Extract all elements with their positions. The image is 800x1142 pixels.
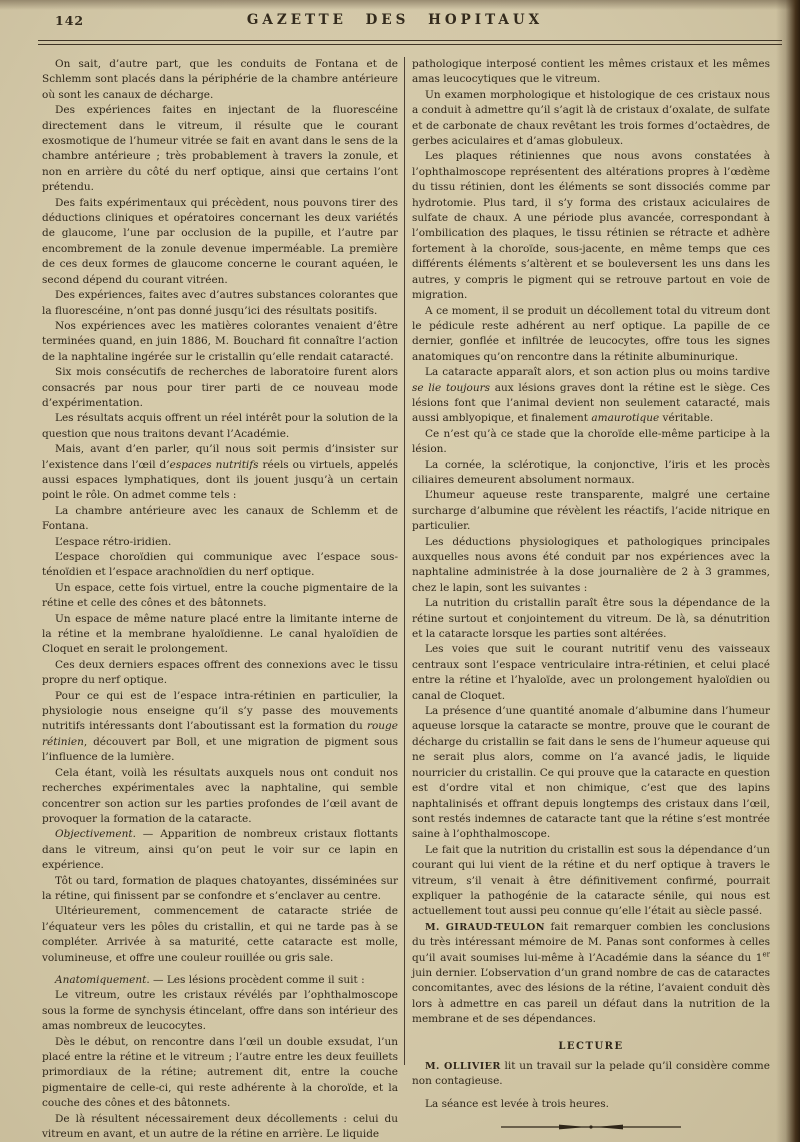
paragraph	[42, 196, 398, 288]
column-divider-rule	[404, 57, 405, 1065]
text-run: La chambre antérieure avec les canaux de Schlemm et de Fontana.	[42, 504, 398, 533]
end-ornament	[501, 1122, 681, 1132]
text-run: juin dernier. L’observation d’un grand nombre de cas de cataractes concomitantes, avec des lésions de la rétine, l’avaient conduit dès lors à admettre en cas pareil un défaut dans la nutrition de la membrane et de ses dépendances.	[412, 966, 770, 1026]
text-run: Le fait que la nutrition du cristallin est sous la dépendance d’un courant qui lui vient de la rétine et du nerf optique à travers le vitreum, s’il venait à être définitivement confirmé, pourrait expliquer la pathogénie de la cataracte sénile, qui nous est actuellement tout aussi peu connue qu’elle l’était au siècle passé.	[412, 843, 770, 918]
page-number: 142	[55, 13, 85, 28]
paragraph	[42, 658, 398, 689]
text-run: Les résultats acquis offrent un réel intérêt pour la solution de la question que nous traitons devant l’Académie.	[42, 412, 398, 440]
text-run: Les voies que suit le courant nutritif venu des vaisseaux centraux sont l’espace ventriculaire intra-rétinien, et celui placé entre la rétine et l’hyaloïde, avec un prolongement hyaloïdien ou canal de Cloquet.	[412, 643, 770, 702]
text-run: Dès le début, on rencontre dans l’œil un double exsudat, l’un placé entre la rétine et le vitreum ; l’autre entre les deux feuillets primordiaux de la rétine; autrement dit, entre la couche pigmentaire de celle-ci, qui reste adhérente à la choroïde, et la couche des cônes et des bâtonnets.	[42, 1035, 398, 1110]
paragraph	[42, 535, 398, 550]
paragraph	[42, 550, 398, 581]
paragraph	[412, 642, 770, 704]
paragraph	[42, 874, 398, 905]
paragraph	[42, 581, 398, 612]
text-run: Un examen morphologique et histologique de ces cristaux nous a conduit à admettre qu’il s’agit là de cristaux d’oxalate, de sulfate et de carbonate de chaux revêtant les trois formes d’octaèdres, de gerbes aciculaires et d’amas globuleux.	[412, 88, 770, 148]
paragraph	[412, 427, 770, 458]
paragraph	[412, 149, 770, 303]
scan-top-shadow	[0, 0, 800, 10]
column-right	[412, 57, 770, 1132]
text-run: lit un travail sur la pelade qu’il considère comme non contagieuse.	[412, 1060, 770, 1088]
paragraph	[412, 535, 770, 597]
text-run: Des faits expérimentaux qui précèdent, nous pouvons tirer des déductions cliniques et opératoires concernant les deux variétés de glaucome, l’une par occlusion de la pupille, et l’autre par encombrement de la zonule devenue imperméable. La première de ces deux formes de glaucome concerne le courant aquéen, le second dépend du courant vitréen.	[42, 196, 398, 286]
text-run: Des expériences, faites avec d’autres substances colorantes que la fluorescéine, n’ont pas donné jusqu’ici des résultats positifs.	[42, 289, 398, 317]
paragraph	[42, 1035, 398, 1112]
text-run: Cela étant, voilà les résultats auxquels nous ont conduit nos recherches expérimentales avec la naphtaline, qui semble concentrer son action sur les parties profondes de l’œil avant de provoquer la formation de la cataracte.	[42, 766, 398, 825]
text-run: amaurotique	[591, 412, 660, 425]
text-run: La séance est levée à trois heures.	[425, 1097, 609, 1110]
section-heading	[412, 1039, 770, 1054]
text-run: Tôt ou tard, formation de plaques chatoyantes, disséminées sur la rétine, qui finissent par se confondre et s’enclaver au centre.	[42, 874, 398, 902]
text-run: L’humeur aqueuse reste transparente, malgré une certaine surcharge d’albumine que révèlent les réactifs, l’acide nitrique en particulier.	[412, 489, 770, 533]
text-run: La cataracte apparaît alors, et son action plus ou moins tardive	[425, 366, 770, 379]
paragraph	[42, 988, 398, 1034]
paragraph	[42, 1112, 398, 1142]
paragraph	[42, 103, 398, 195]
text-run: se lie toujours	[412, 381, 490, 394]
text-run: Objectivement	[55, 828, 133, 841]
text-run: Pour ce qui est de l’espace intra-rétinien en particulier, la physiologie nous enseigne qu’il s’y passe des mouvements nutritifs intéressants dont l’aboutissant est la formation du	[42, 689, 398, 733]
paragraph	[412, 365, 770, 427]
text-run: . — Apparition de nombreux cristaux flottants dans le vitreum, ainsi qu’on peut le voir sur ce lapin en expérience.	[42, 828, 398, 872]
text-run: fait remarquer combien les conclusions du très intéressant mémoire de M. Panas sont conformes à celles qu’il avait soumises lui-même à l’Académie dans la séance du 1	[412, 920, 770, 964]
paragraph	[42, 365, 398, 411]
paragraph	[412, 704, 770, 843]
paragraph	[412, 57, 770, 88]
text-run: La présence d’une quantité anomale d’albumine dans l’humeur aqueuse lorsque la cataracte se montre, prouve que le courant de décharge du cristallin se fait dans le sens de l’humeur aqueuse qui ne serait plus alors, comme on l’a avancé jadis, le liquide nourricier du cristallin. Ce qui prouve que la cataracte en question est d’ordre vital et non chimique, c’est que des lapins naphtalinisés et offrant depuis longtemps des cristaux dans l’œil, sont restés indemnes de cataracte tant que la rétine s’est montrée saine à l’ophthalmoscope.	[412, 705, 770, 841]
paragraph	[42, 827, 398, 873]
text-run: er	[762, 950, 770, 959]
text-run: Ces deux derniers espaces offrent des connexions avec le tissu propre du nerf optique.	[42, 658, 398, 687]
text-run: Les déductions physiologiques et pathologiques principales auxquelles nous avons été conduit par nos expériences avec la naphtaline administrée à la dose journalière de 2 à 3 grammes, chez le lapin, sont les suivantes :	[412, 535, 770, 594]
paragraph	[412, 458, 770, 489]
text-run: Ultérieurement, commencement de cataracte striée de l’équateur vers les pôles du cristallin, et qui ne tarde pas à se compléter. Arrivée à sa maturité, cette cataracte est molle, volumineuse, et offre une couleur rouillée ou gris sale.	[42, 905, 398, 964]
text-run: Des expériences faites en injectant de la fluorescéine directement dans le vitreum, il résulte que le courant exosmotique de l’humeur vitrée se fait en avant dans le sens de la chambre antérieure ; très probablement à travers la zonule, et non en arrière du côté du nerf optique, ainsi que certains l’ont prétendu.	[42, 104, 398, 194]
text-run: . — Les lésions procèdent comme il suit :	[146, 973, 365, 986]
text-run: aux lésions graves dont la rétine est le siège. Ces lésions font que l’animal devient non seulement cataracté, mais aussi amblyopique, et finalement	[412, 381, 770, 425]
paragraph	[412, 920, 770, 1028]
paragraph	[42, 319, 398, 365]
text-run: Mais, avant d’en parler, qu’il nous soit permis d’insister sur l’existence dans l’œil d’	[42, 443, 398, 471]
paragraph	[42, 411, 398, 442]
paragraph	[42, 612, 398, 658]
text-run: A ce moment, il se produit un décollement total du vitreum dont le pédicule reste adhérent au nerf optique. La papille de ce dernier, gonflée et infiltrée de leucocytes, offre tous les signes anatomiques qu’on rencontre dans la rétinite albuminurique.	[412, 304, 770, 363]
text-run: M. OLLIVIER	[425, 1061, 501, 1072]
text-run: M. GIRAUD-TEULON	[425, 921, 545, 933]
column-left	[42, 57, 398, 1142]
paragraph	[412, 1059, 770, 1090]
text-run: Six mois consécutifs de recherches de laboratoire furent alors consacrés par nous pour tirer parti de ce nouveau mode d’expérimentation.	[42, 366, 398, 409]
paragraph	[42, 288, 398, 319]
text-run: La cornée, la sclérotique, la conjonctive, l’iris et les procès ciliaires demeurent absolument normaux.	[412, 458, 770, 486]
text-run: Un espace, cette fois virtuel, entre la couche pigmentaire de la rétine et celle des cônes et des bâtonnets.	[42, 581, 398, 610]
text-run: Les plaques rétiniennes que nous avons constatées à l’ophthalmoscope représentent des altérations propres à l’œdème du tissu rétinien, dont les éléments se sont dissociés comme par hydrotomie. Plus tard, il s’y forma des cristaux aciculaires de sulfate de chaux. A une période plus avancée, correspondant à l’ombilication des plaques, le tissu rétinien se rétracte et adhère fortement à la choroïde, sous-jacente, en même temps que ces différents éléments s’altèrent et se bouleversent les uns dans les autres, y compris le pigment qui se retrouve partout en voie de migration.	[412, 150, 770, 302]
paragraph	[412, 1097, 770, 1112]
paragraph	[42, 57, 398, 103]
paragraph	[42, 904, 398, 966]
scan-right-book-edge	[776, 0, 800, 1142]
text-run: De là résultent nécessairement deux décollements : celui du vitreum en avant, et un autre de la rétine en arrière. Le liquide	[42, 1112, 398, 1141]
paragraph	[412, 596, 770, 642]
text-run: LECTURE	[558, 1040, 624, 1052]
paragraph	[42, 973, 398, 988]
text-run: Anatomiquement	[55, 973, 147, 986]
text-run: pathologique interposé contient les mêmes cristaux et les mêmes amas leucocytiques que le vitreum.	[412, 58, 770, 86]
paragraph	[412, 488, 770, 534]
text-run: réels ou virtuels, appelés aussi espaces lymphatiques, dont ils jouent jusqu’à un certain point le rôle. On admet comme tels :	[42, 458, 398, 502]
paragraph	[42, 504, 398, 535]
text-run: Ce n’est qu’à ce stade que la choroïde elle-même participe à la lésion.	[412, 427, 770, 456]
text-run: On sait, d’autre part, que les conduits de Fontana et de Schlemm sont placés dans la périphérie de la chambre antérieure où sont les canaux de décharge.	[42, 58, 398, 101]
paragraph	[42, 442, 398, 504]
paragraph	[42, 766, 398, 828]
text-run: , découvert par Boll, et une migration de pigment sous l’influence de la lumière.	[42, 735, 398, 764]
text-run: Le vitreum, outre les cristaux révélés par l’ophthalmoscope sous la forme de synchysis étincelant, offre dans son intérieur des amas nombreux de leucocytes.	[42, 989, 398, 1033]
paragraph	[412, 843, 770, 920]
text-run: Nos expériences avec les matières colorantes venaient d’être terminées quand, en juin 1886, M. Bouchard fit connaître l’action de la naphtaline ingérée sur le cristallin qu’elle rendait cataracté.	[42, 319, 398, 363]
text-run: L’espace rétro-iridien.	[55, 535, 172, 548]
header-double-rule	[38, 40, 782, 45]
text-run: L’espace choroïdien qui communique avec l’espace sous-ténoïdien et l’espace arachnoïdien du nerf optique.	[42, 551, 398, 579]
paragraph	[42, 689, 398, 766]
text-run: rouge rétinien	[42, 720, 398, 748]
text-run: Un espace de même nature placé entre la limitante interne de la rétine et la membrane hyaloïdienne. Le canal hyaloïdien de Cloquet en serait le prolongement.	[42, 612, 398, 656]
paragraph	[412, 304, 770, 366]
journal-title: GAZETTE DES HOPITAUX	[246, 12, 544, 28]
text-run: véritable.	[659, 412, 714, 425]
text-run: La nutrition du cristallin paraît être sous la dépendance de la rétine surtout et conjointement du vitreum. De là, sa dénutrition et la cataracte lorsque les parties sont altérées.	[412, 597, 770, 641]
paragraph	[412, 88, 770, 150]
text-run: espaces nutritifs	[169, 458, 259, 471]
